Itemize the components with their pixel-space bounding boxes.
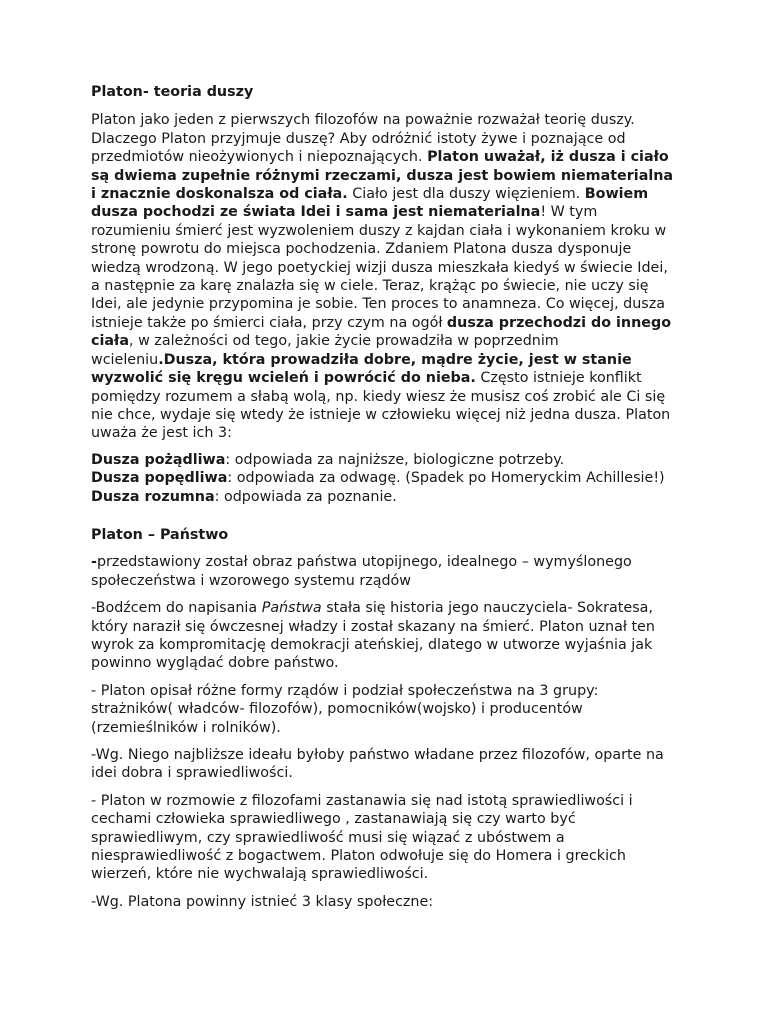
soul-types-list (91, 451, 681, 506)
book-title-italic: Państwa (261, 600, 322, 617)
soul-type-desc: : odpowiada za odwagę. (Spadek po Homeryckim Achillesie!) (227, 470, 665, 487)
soul-type-desc: : odpowiada za poznanie. (214, 488, 397, 505)
section-title-panstwo: Platon – Państwo (91, 526, 229, 543)
soul-type-item (91, 469, 681, 487)
intro-run: Platon jako jeden z pierwszych filozofów na poważnie rozważał teorię duszy. Dlaczego Platon przyjmuje duszę? Aby odróżnić istoty żywe i poznające od przedmiotów nieożywionych i niepoznających. (91, 112, 635, 166)
panstwo-paragraph-5: - Platon w rozmowie z filozofami zastanawia się nad istotą sprawiedliwości i cechami człowieka sprawiedliwego , zastanawiają się czy warto być sprawiedliwym, czy sprawiedliwość musi się wiązać z ubóstwem a niesprawiedliwość z bogactwem. Platon odwołuje się do Homera i greckich wierzeń, które nie wychwalają sprawiedliwości. (91, 792, 633, 883)
soul-type-item (91, 451, 681, 469)
intro-paragraph (91, 111, 681, 442)
intro-run-bold: dusza przechodzi do innego ciała (91, 314, 672, 350)
intro-run-bold: Bowiem dusza pochodzi ze świata Idei i sama jest niematerialna (91, 186, 649, 221)
panstwo-paragraph-3: - Platon opisał różne formy rządów i podział społeczeństwa na 3 grupy: strażników( władców- filozofów), pomocników(wojsko) i producentów (rzemieślników i rolników). (91, 682, 599, 736)
section-title-teoria-duszy: Platon- teoria duszy (91, 84, 254, 100)
panstwo-paragraph-4: -Wg. Niego najbliższe ideału byłoby państwo władane przez filozofów, oparte na idei dobra i sprawiedliwości. (91, 747, 664, 782)
intro-run-bold: .Dusza, która prowadziła dobre, mądre życie, jest w stanie wyzwolić się kręgu wcieleń i powrócić do nieba. (91, 351, 632, 387)
document-content (91, 83, 681, 911)
soul-type-item (91, 488, 681, 506)
intro-run: Często istnieje konflikt pomiędzy rozumem a słabą wolą, np. kiedy wiesz że musisz coś zrobić ale Ci się nie chce, wydaje się wtedy że istnieje w człowieku więcej niż jedna dusza. Platon uważa że jest ich 3: (91, 370, 671, 442)
panstwo-paragraph-2 (91, 599, 681, 673)
soul-type-name: Dusza popędliwa (91, 470, 228, 487)
soul-type-name: Dusza pożądliwa (91, 451, 226, 468)
intro-run: Ciało jest dla duszy więzieniem. (347, 186, 585, 203)
paragraph-text: -Bodźcem do napisania (91, 600, 262, 617)
intro-run: , w zależności od tego, jakie życie prowadziła w poprzednim wcieleniu (91, 333, 559, 368)
panstwo-paragraph-6: -Wg. Platona powinny istnieć 3 klasy społeczne: (91, 893, 434, 910)
intro-run-bold: Platon uważał, iż dusza i ciało są dwiema zupełnie różnymi rzeczami, dusza jest bowiem niematerialna i znacznie doskonalsza od ciała. (91, 149, 674, 203)
dash-bold: - (91, 554, 97, 571)
paragraph-text: przedstawiony został obraz państwa utopijnego, idealnego – wymyślonego społeczeństwa i wzorowego systemu rządów (91, 554, 632, 589)
intro-run: ! W tym rozumieniu śmierć jest wyzwoleniem duszy z kajdan ciała i wykonaniem kroku w stronę powrotu do miejsca pochodzenia. Zdaniem Platona dusza dysponuje wiedzą wrodzoną. W jego poetyckiej wizji dusza mieszkała kiedyś w świecie Idei, a następnie za karę znalazła się w ciele. Teraz, krążąc po świecie, nie uczy się Idei, ale jedynie przypomina je sobie. Ten proces to anamneza. Co więcej, dusza istnieje także po śmierci ciała, przy czym na ogół (91, 204, 668, 331)
soul-type-name: Dusza rozumna (91, 488, 215, 505)
paragraph-text: stała się historia jego nauczyciela- Sokratesa, który naraził się ówczesnej władzy i został skazany na śmierć. Platon uznał ten wyrok za kompromitację demokracji ateńskiej, dlatego w utworze wyjaśnia jak powinno wyglądać dobre państwo. (91, 600, 655, 672)
panstwo-paragraph-1 (91, 553, 681, 590)
soul-type-desc: : odpowiada za najniższe, biologiczne potrzeby. (225, 451, 565, 468)
